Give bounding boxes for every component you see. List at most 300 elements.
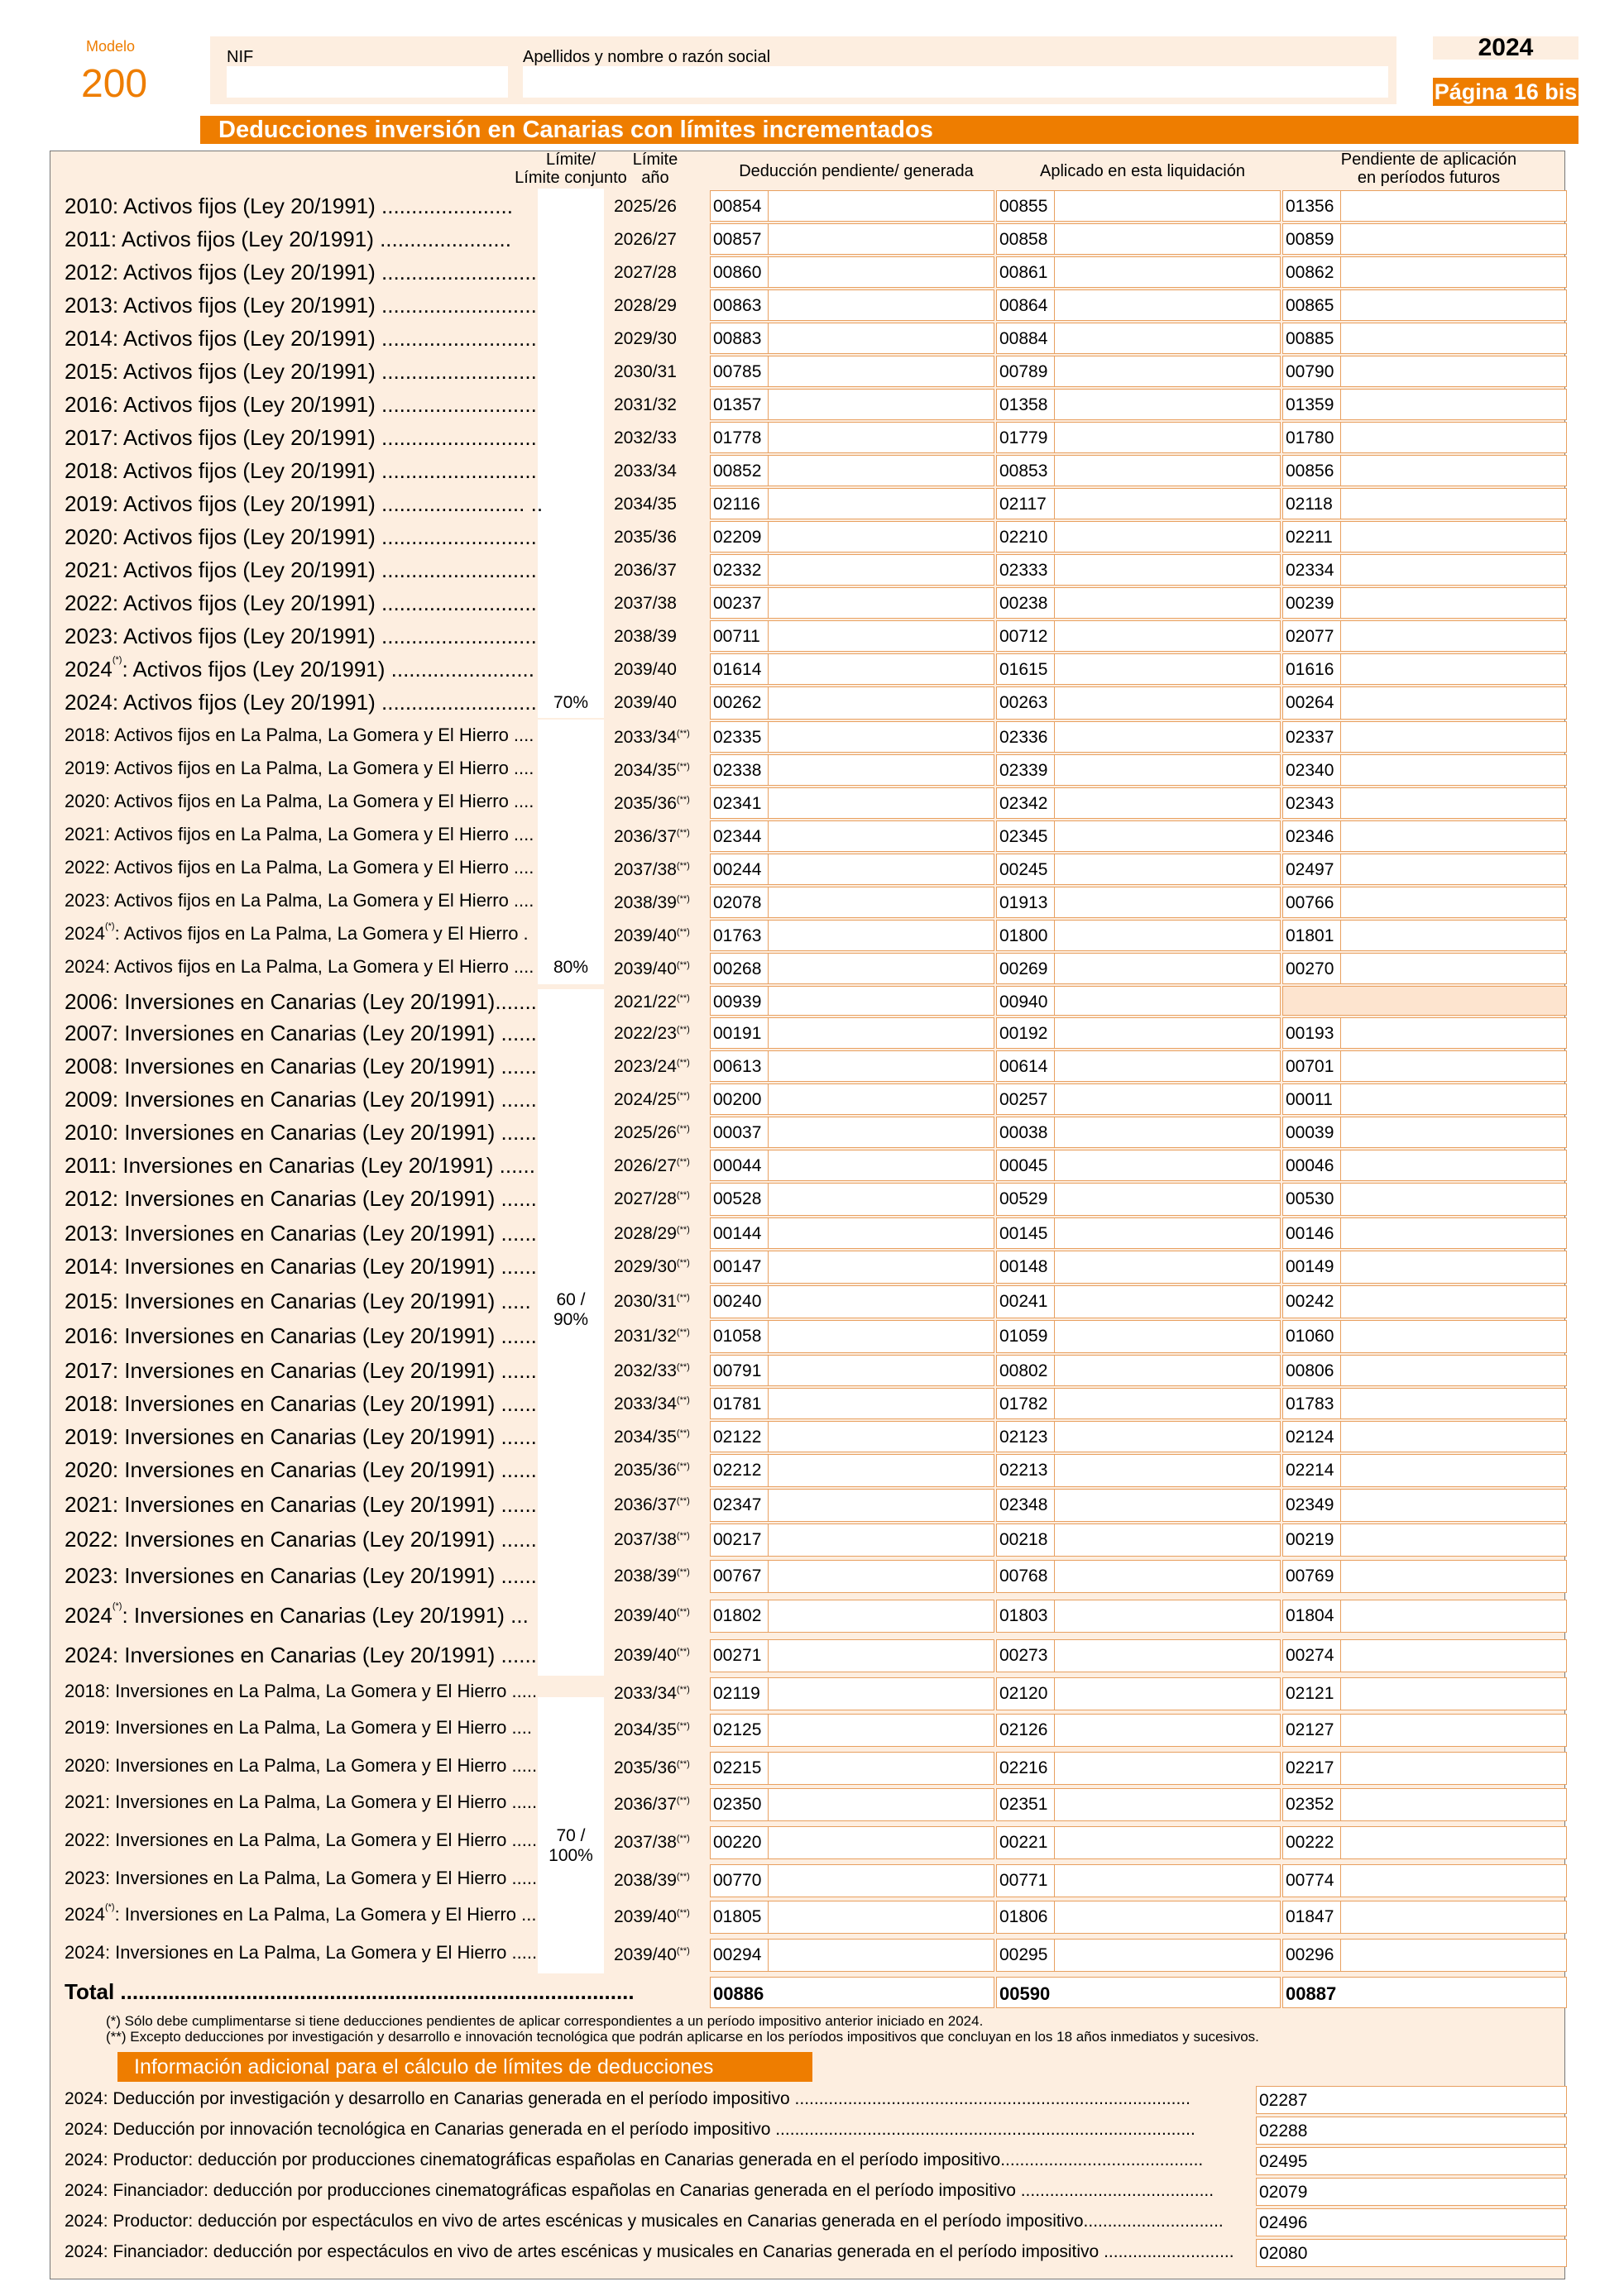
note-1: (*) Sólo debe cumplimentarse si tiene deducciones pendientes de aplicar correspondientes a un período impositivo anterior iniciado en 2024. <box>106 2013 984 2029</box>
row-limit-year: 2026/27 <box>614 230 677 249</box>
row-amount-input[interactable] <box>1340 521 1567 552</box>
row-code: 02213 <box>999 1461 1048 1480</box>
row-amount-input[interactable] <box>1340 1017 1567 1049</box>
row-code: 01806 <box>999 1907 1048 1926</box>
row-label: 2008: Inversiones en Canarias (Ley 20/1991) ...... <box>65 1054 537 1079</box>
row-amount-input[interactable] <box>768 1117 994 1148</box>
row-code: 01763 <box>713 926 762 945</box>
row-code: 01615 <box>999 660 1048 679</box>
limit-60-90: 60 / 90% <box>553 1290 589 1329</box>
row-limit-year: 2031/32(**) <box>614 1327 690 1346</box>
row-amount-input[interactable] <box>1340 953 1567 984</box>
row-amount-input[interactable] <box>768 787 994 819</box>
row-amount-input[interactable] <box>1054 1489 1281 1522</box>
row-amount-input[interactable] <box>1340 1560 1567 1593</box>
row-amount-input[interactable] <box>1340 1677 1567 1710</box>
row-code: 01783 <box>1286 1394 1334 1413</box>
row-code: 01847 <box>1286 1907 1334 1926</box>
row-code: 00270 <box>1286 959 1334 978</box>
info-code: 02080 <box>1259 2244 1308 2263</box>
row-amount-input[interactable] <box>768 455 994 486</box>
row-code: 00221 <box>999 1833 1048 1852</box>
row-amount-input[interactable] <box>1054 854 1281 885</box>
row-amount-input[interactable] <box>1340 1050 1567 1082</box>
row-label: 2010: Inversiones en Canarias (Ley 20/1991) ...... <box>65 1120 537 1145</box>
row-amount-input[interactable] <box>1054 1388 1281 1419</box>
row-amount-input[interactable] <box>1054 1050 1281 1082</box>
row-code: 02347 <box>713 1495 762 1514</box>
row-limit-year: 2030/31 <box>614 362 677 381</box>
row-amount-input[interactable] <box>1054 686 1281 720</box>
row-amount-input[interactable] <box>1054 455 1281 486</box>
row-amount-input[interactable] <box>1054 1714 1281 1747</box>
row-amount-input[interactable] <box>768 554 994 586</box>
info-label: 2024: Deducción por investigación y desarrollo en Canarias generada en el período impositivo .................................................................................. <box>65 2089 1190 2108</box>
row-amount-input[interactable] <box>1340 1600 1567 1633</box>
row-amount-input[interactable] <box>1054 488 1281 519</box>
row-amount-input[interactable] <box>768 1489 994 1522</box>
row-amount-input[interactable] <box>768 1454 994 1487</box>
total-code-1: 00886 <box>713 1983 764 2004</box>
row-label: 2018: Inversiones en La Palma, La Gomera y El Hierro ..... <box>65 1681 538 1701</box>
row-code: 00240 <box>713 1292 762 1311</box>
row-code: 00011 <box>1286 1090 1333 1109</box>
row-amount-input[interactable] <box>1054 820 1281 852</box>
row-label: 2020: Inversiones en La Palma, La Gomera y El Hierro ..... <box>65 1755 538 1776</box>
row-amount-input[interactable] <box>1054 1600 1281 1633</box>
row-amount-input[interactable] <box>768 854 994 885</box>
row-amount-input[interactable] <box>1054 1939 1281 1972</box>
row-amount-input[interactable] <box>1340 587 1567 619</box>
row-amount-input[interactable] <box>1054 1752 1281 1785</box>
row-amount-input[interactable] <box>768 389 994 420</box>
row-amount-input[interactable] <box>1340 190 1567 222</box>
row-code: 00238 <box>999 594 1048 613</box>
row-amount-input[interactable] <box>1340 887 1567 918</box>
row-label: 2024: Inversiones en La Palma, La Gomera y El Hierro ..... <box>65 1942 538 1963</box>
row-amount-input[interactable] <box>768 1864 994 1897</box>
row-amount-input[interactable] <box>1054 1523 1281 1557</box>
row-code: 00200 <box>713 1090 762 1109</box>
row-amount-input[interactable] <box>1054 1320 1281 1353</box>
row-amount-input[interactable] <box>1054 554 1281 586</box>
row-amount-input[interactable] <box>1340 554 1567 586</box>
row-code: 00241 <box>999 1292 1048 1311</box>
row-amount-input[interactable] <box>1340 1752 1567 1785</box>
row-amount-input[interactable] <box>1340 1150 1567 1181</box>
row-code: 00220 <box>713 1833 762 1852</box>
row-amount-input[interactable] <box>1340 1714 1567 1747</box>
row-code: 00613 <box>713 1057 762 1076</box>
row-amount-input[interactable] <box>768 686 994 720</box>
row-amount-input[interactable] <box>1054 1560 1281 1593</box>
row-amount-input[interactable] <box>1340 455 1567 486</box>
row-amount-input[interactable] <box>1340 323 1567 354</box>
row-amount-input[interactable] <box>1054 1217 1281 1249</box>
row-amount-input[interactable] <box>768 1388 994 1419</box>
row-amount-input[interactable] <box>768 223 994 255</box>
row-code: 00769 <box>1286 1567 1334 1586</box>
row-label: 2022: Activos fijos en La Palma, La Gomera y El Hierro .... <box>65 857 534 878</box>
row-label: 2010: Activos fijos (Ley 20/1991) ...................... <box>65 194 513 218</box>
row-amount-input[interactable] <box>1054 1150 1281 1181</box>
row-amount-input[interactable] <box>768 1939 994 1972</box>
row-amount-input[interactable] <box>768 521 994 552</box>
row-code: 02336 <box>999 728 1048 747</box>
row-code: 00530 <box>1286 1189 1334 1208</box>
row-amount-input[interactable] <box>768 887 994 918</box>
row-code: 00767 <box>713 1567 762 1586</box>
row-label: 2018: Inversiones en Canarias (Ley 20/1991) ...... <box>65 1391 537 1416</box>
row-amount-input[interactable] <box>1340 256 1567 288</box>
row-code: 00940 <box>999 993 1048 1012</box>
row-amount-input[interactable] <box>1054 521 1281 552</box>
name-input[interactable] <box>523 66 1388 98</box>
col-aplicado: Aplicado en esta liquidación <box>1040 162 1245 180</box>
row-label: 2018: Activos fijos en La Palma, La Gomera y El Hierro .... <box>65 725 534 745</box>
row-amount-input[interactable] <box>768 1600 994 1633</box>
row-limit-year: 2035/36(**) <box>614 794 690 813</box>
col-pendiente: Deducción pendiente/ generada <box>739 162 974 180</box>
row-limit-year: 2035/36(**) <box>614 1758 690 1777</box>
row-amount-input[interactable] <box>1054 1251 1281 1284</box>
row-limit-year: 2034/35(**) <box>614 1720 690 1739</box>
row-amount-input[interactable] <box>768 488 994 519</box>
limit-column-60-90 <box>538 989 604 1676</box>
row-amount-input[interactable] <box>768 1050 994 1082</box>
row-code: 00860 <box>713 263 762 282</box>
row-amount-input[interactable] <box>1340 721 1567 753</box>
row-amount-input[interactable] <box>768 820 994 852</box>
row-amount-input[interactable] <box>1054 986 1281 1016</box>
row-amount-input[interactable] <box>1340 422 1567 453</box>
row-amount-input[interactable] <box>1054 1788 1281 1821</box>
row-code: 02210 <box>999 528 1048 547</box>
row-amount-input[interactable] <box>1340 854 1567 885</box>
total-code-3: 00887 <box>1286 1983 1337 2004</box>
row-amount-input[interactable] <box>1340 289 1567 321</box>
row-amount-input[interactable] <box>1054 356 1281 387</box>
col-futuro: Pendiente de aplicación en períodos futuros <box>1340 151 1517 187</box>
row-amount-input[interactable] <box>1054 920 1281 951</box>
row-amount-input[interactable] <box>1054 653 1281 685</box>
row-amount-input[interactable] <box>1340 1489 1567 1522</box>
row-amount-input[interactable] <box>1340 1826 1567 1859</box>
row-amount-input[interactable] <box>768 1285 994 1318</box>
row-amount-input[interactable] <box>1340 787 1567 819</box>
row-amount-input[interactable] <box>1340 1388 1567 1419</box>
row-amount-input[interactable] <box>1054 256 1281 288</box>
row-amount-input[interactable] <box>768 256 994 288</box>
row-amount-input[interactable] <box>1340 1183 1567 1216</box>
row-amount-input[interactable] <box>1340 754 1567 786</box>
row-code: 02349 <box>1286 1495 1334 1514</box>
row-amount-input[interactable] <box>1054 1355 1281 1386</box>
row-amount-input[interactable] <box>1054 1901 1281 1934</box>
row-amount-input[interactable] <box>1054 323 1281 354</box>
row-code: 00856 <box>1286 462 1334 481</box>
row-amount-input[interactable] <box>768 953 994 984</box>
row-limit-year: 2037/38 <box>614 594 677 613</box>
col-limite: Límite/ Límite conjunto <box>515 151 627 187</box>
row-label: 2020: Activos fijos en La Palma, La Gomera y El Hierro .... <box>65 791 534 811</box>
row-amount-input[interactable] <box>768 1183 994 1216</box>
row-code: 01614 <box>713 660 762 679</box>
row-code: 02211 <box>1286 528 1333 547</box>
row-code: 00862 <box>1286 263 1334 282</box>
row-limit-year: 2034/35 <box>614 495 677 514</box>
row-code: 00273 <box>999 1646 1048 1665</box>
row-code: 01779 <box>999 428 1048 447</box>
row-amount-input[interactable] <box>768 1320 994 1353</box>
row-code: 00885 <box>1286 329 1334 348</box>
row-limit-year: 2036/37(**) <box>614 1495 690 1514</box>
row-limit-year: 2033/34(**) <box>614 728 690 747</box>
row-limit-year: 2030/31(**) <box>614 1292 690 1311</box>
row-code: 01060 <box>1286 1327 1334 1346</box>
row-amount-input[interactable] <box>1054 1677 1281 1710</box>
row-code: 00865 <box>1286 296 1334 315</box>
row-limit-year: 2039/40(**) <box>614 926 690 945</box>
row-amount-input[interactable] <box>768 190 994 222</box>
row-code: 02497 <box>1286 860 1334 879</box>
row-amount-input[interactable] <box>768 1677 994 1710</box>
row-amount-input[interactable] <box>1340 1251 1567 1284</box>
row-code: 00268 <box>713 959 762 978</box>
row-amount-input[interactable] <box>768 1901 994 1934</box>
row-amount-input[interactable] <box>1054 1285 1281 1318</box>
row-amount-input[interactable] <box>768 289 994 321</box>
row-label: 2023: Inversiones en La Palma, La Gomera y El Hierro ..... <box>65 1868 538 1888</box>
row-limit-year: 2032/33 <box>614 428 677 447</box>
row-code: 02338 <box>713 761 762 780</box>
name-label: Apellidos y nombre o razón social <box>523 48 771 66</box>
row-label: 2024: Activos fijos (Ley 20/1991) .......................... <box>65 690 537 715</box>
row-label: 2021: Inversiones en La Palma, La Gomera y El Hierro ..... <box>65 1791 538 1812</box>
row-code: 02212 <box>713 1461 762 1480</box>
limit-70: 70% <box>553 693 589 712</box>
row-label: 2015: Inversiones en Canarias (Ley 20/1991) ..... <box>65 1289 531 1313</box>
row-code: 00244 <box>713 860 762 879</box>
row-amount-input[interactable] <box>1340 1285 1567 1318</box>
row-amount-input[interactable] <box>1054 1183 1281 1216</box>
row-amount-input[interactable] <box>1054 620 1281 652</box>
row-limit-year: 2039/40(**) <box>614 1945 690 1964</box>
row-code: 00855 <box>999 197 1048 216</box>
row-label: 2021: Inversiones en Canarias (Ley 20/1991) ...... <box>65 1492 537 1517</box>
row-label: 2014: Inversiones en Canarias (Ley 20/1991) ...... <box>65 1254 537 1279</box>
row-label: 2022: Activos fijos (Ley 20/1991) .......................... <box>65 591 537 615</box>
row-code: 01804 <box>1286 1606 1334 1625</box>
row-code: 00147 <box>713 1257 762 1276</box>
row-limit-year: 2031/32 <box>614 395 677 414</box>
row-amount-input[interactable] <box>1340 920 1567 951</box>
row-code: 02118 <box>1286 495 1333 514</box>
row-code: 01805 <box>713 1907 762 1926</box>
row-label: 2024(*): Inversiones en Canarias (Ley 20/1991) ... <box>65 1601 529 1628</box>
row-code: 00037 <box>713 1123 762 1142</box>
row-amount-input[interactable] <box>1054 223 1281 255</box>
row-amount-input[interactable] <box>1054 422 1281 453</box>
row-amount-input[interactable] <box>768 587 994 619</box>
row-limit-year: 2039/40 <box>614 660 677 679</box>
row-amount-input[interactable] <box>1054 721 1281 753</box>
info-label: 2024: Productor: deducción por espectáculos en vivo de artes escénicas y musicales en Canarias generada en el período impositivo............................. <box>65 2212 1224 2231</box>
info-code: 02288 <box>1259 2121 1308 2141</box>
row-amount-input[interactable] <box>1340 389 1567 420</box>
nif-label: NIF <box>227 48 254 66</box>
row-amount-input[interactable] <box>1340 820 1567 852</box>
row-amount-input[interactable] <box>1340 1117 1567 1148</box>
row-code: 00711 <box>713 627 760 646</box>
row-amount-input[interactable] <box>768 1752 994 1785</box>
row-amount-input[interactable] <box>768 620 994 652</box>
row-code: 00271 <box>713 1646 762 1665</box>
row-amount-input[interactable] <box>1340 488 1567 519</box>
row-code: 01356 <box>1286 197 1334 216</box>
row-code: 00144 <box>713 1224 762 1243</box>
row-amount-input[interactable] <box>1054 1454 1281 1487</box>
row-code: 00269 <box>999 959 1048 978</box>
row-amount-input[interactable] <box>768 986 994 1016</box>
row-label: 2023: Inversiones en Canarias (Ley 20/1991) ...... <box>65 1563 537 1588</box>
row-code: 00245 <box>999 860 1048 879</box>
row-limit-year: 2024/25(**) <box>614 1090 690 1109</box>
row-label: 2021: Activos fijos (Ley 20/1991) .......................... <box>65 557 537 582</box>
row-code: 02340 <box>1286 761 1334 780</box>
row-amount-input[interactable] <box>1054 389 1281 420</box>
row-code: 02333 <box>999 561 1048 580</box>
row-amount-input[interactable] <box>768 653 994 685</box>
row-amount-input[interactable] <box>1054 1017 1281 1049</box>
row-label: 2023: Activos fijos (Ley 20/1991) .......................... <box>65 624 537 648</box>
row-amount-input[interactable] <box>1054 289 1281 321</box>
row-amount-input[interactable] <box>768 1150 994 1181</box>
row-label: 2007: Inversiones en Canarias (Ley 20/1991) ...... <box>65 1021 537 1045</box>
row-amount-input[interactable] <box>1340 1217 1567 1249</box>
row-label: 2014: Activos fijos (Ley 20/1991) .......................... <box>65 326 537 351</box>
row-amount-input[interactable] <box>768 1523 994 1557</box>
row-amount-input[interactable] <box>1054 1639 1281 1672</box>
row-amount-input[interactable] <box>1054 1083 1281 1115</box>
info-code: 02496 <box>1259 2213 1308 2232</box>
row-amount-input[interactable] <box>768 1017 994 1049</box>
row-amount-input[interactable] <box>768 1788 994 1821</box>
row-amount-input[interactable] <box>1054 1421 1281 1452</box>
row-amount-input[interactable] <box>1054 1864 1281 1897</box>
row-limit-year: 2037/38(**) <box>614 860 690 879</box>
row-amount-input[interactable] <box>768 1083 994 1115</box>
total-label: Total ...................................................................................... <box>65 1979 635 2004</box>
row-limit-year: 2034/35(**) <box>614 1428 690 1447</box>
row-limit-year: 2022/23(**) <box>614 1024 690 1043</box>
row-amount-input[interactable] <box>1340 1864 1567 1897</box>
row-amount-input[interactable] <box>1054 587 1281 619</box>
row-limit-year: 2026/27(**) <box>614 1156 690 1175</box>
row-amount-input[interactable] <box>1054 953 1281 984</box>
row-amount-input[interactable] <box>1054 887 1281 918</box>
row-amount-input[interactable] <box>1340 1901 1567 1934</box>
modelo-label: Modelo <box>86 38 136 55</box>
row-amount-input[interactable] <box>768 1355 994 1386</box>
row-amount-input[interactable] <box>1054 787 1281 819</box>
row-code: 00785 <box>713 362 762 381</box>
row-amount-input[interactable] <box>768 1560 994 1593</box>
row-code: 00263 <box>999 693 1048 712</box>
row-amount-input[interactable] <box>1340 1454 1567 1487</box>
row-amount-input[interactable] <box>1340 686 1567 720</box>
row-code: 00857 <box>713 230 762 249</box>
nif-input[interactable] <box>227 66 508 98</box>
row-code: 00790 <box>1286 362 1334 381</box>
row-code: 00264 <box>1286 693 1334 712</box>
row-code: 01058 <box>713 1327 762 1346</box>
row-code: 02209 <box>713 528 762 547</box>
row-amount-input[interactable] <box>1340 223 1567 255</box>
row-code: 00222 <box>1286 1833 1334 1852</box>
row-amount-input[interactable] <box>1340 1355 1567 1386</box>
row-amount-input[interactable] <box>1340 1788 1567 1821</box>
row-code: 00529 <box>999 1189 1048 1208</box>
row-amount-input[interactable] <box>1340 653 1567 685</box>
row-code: 01782 <box>999 1394 1048 1413</box>
row-amount-input[interactable] <box>768 920 994 951</box>
row-amount-input[interactable] <box>1340 356 1567 387</box>
row-amount-input[interactable] <box>768 754 994 786</box>
row-code: 02127 <box>1286 1720 1334 1739</box>
row-amount-input[interactable] <box>1340 1421 1567 1452</box>
row-amount-input[interactable] <box>1054 190 1281 222</box>
row-limit-year: 2025/26(**) <box>614 1123 690 1142</box>
row-code: 00768 <box>999 1567 1048 1586</box>
row-amount-input[interactable] <box>768 422 994 453</box>
row-limit-year: 2038/39 <box>614 627 677 646</box>
row-amount-input[interactable] <box>1340 1320 1567 1353</box>
row-amount-input[interactable] <box>768 323 994 354</box>
row-amount-input[interactable] <box>1340 620 1567 652</box>
row-code: 02121 <box>1286 1684 1334 1703</box>
row-amount-input[interactable] <box>1340 1639 1567 1672</box>
row-limit-year: 2039/40 <box>614 693 677 712</box>
row-amount-input[interactable] <box>768 1639 994 1672</box>
row-code: 00766 <box>1286 893 1334 912</box>
row-amount-input[interactable] <box>1340 1083 1567 1115</box>
row-code: 02345 <box>999 827 1048 846</box>
row-amount-input[interactable] <box>768 1421 994 1452</box>
row-amount-input[interactable] <box>768 1217 994 1249</box>
row-code: 00864 <box>999 296 1048 315</box>
row-amount-input[interactable] <box>768 356 994 387</box>
row-amount-input[interactable] <box>1054 754 1281 786</box>
row-amount-input[interactable] <box>1054 1117 1281 1148</box>
row-code: 00295 <box>999 1945 1048 1964</box>
row-amount-input[interactable] <box>768 1714 994 1747</box>
row-limit-year: 2035/36 <box>614 528 677 547</box>
row-label: 2017: Inversiones en Canarias (Ley 20/1991) ...... <box>65 1358 537 1383</box>
row-amount-input[interactable] <box>1340 1523 1567 1557</box>
row-limit-year: 2038/39(**) <box>614 1871 690 1890</box>
limit-70-100: 70 / 100% <box>549 1826 593 1865</box>
row-amount-input[interactable] <box>768 721 994 753</box>
row-amount-input[interactable] <box>1054 1826 1281 1859</box>
row-amount-input[interactable] <box>1340 1939 1567 1972</box>
row-code: 02343 <box>1286 794 1334 813</box>
col-limite-anio: Límite año <box>632 151 678 187</box>
row-label: 2023: Activos fijos en La Palma, La Gomera y El Hierro .... <box>65 890 534 911</box>
row-amount-input[interactable] <box>768 1251 994 1284</box>
row-amount-input[interactable] <box>768 1826 994 1859</box>
limit-column-70 <box>538 189 604 718</box>
